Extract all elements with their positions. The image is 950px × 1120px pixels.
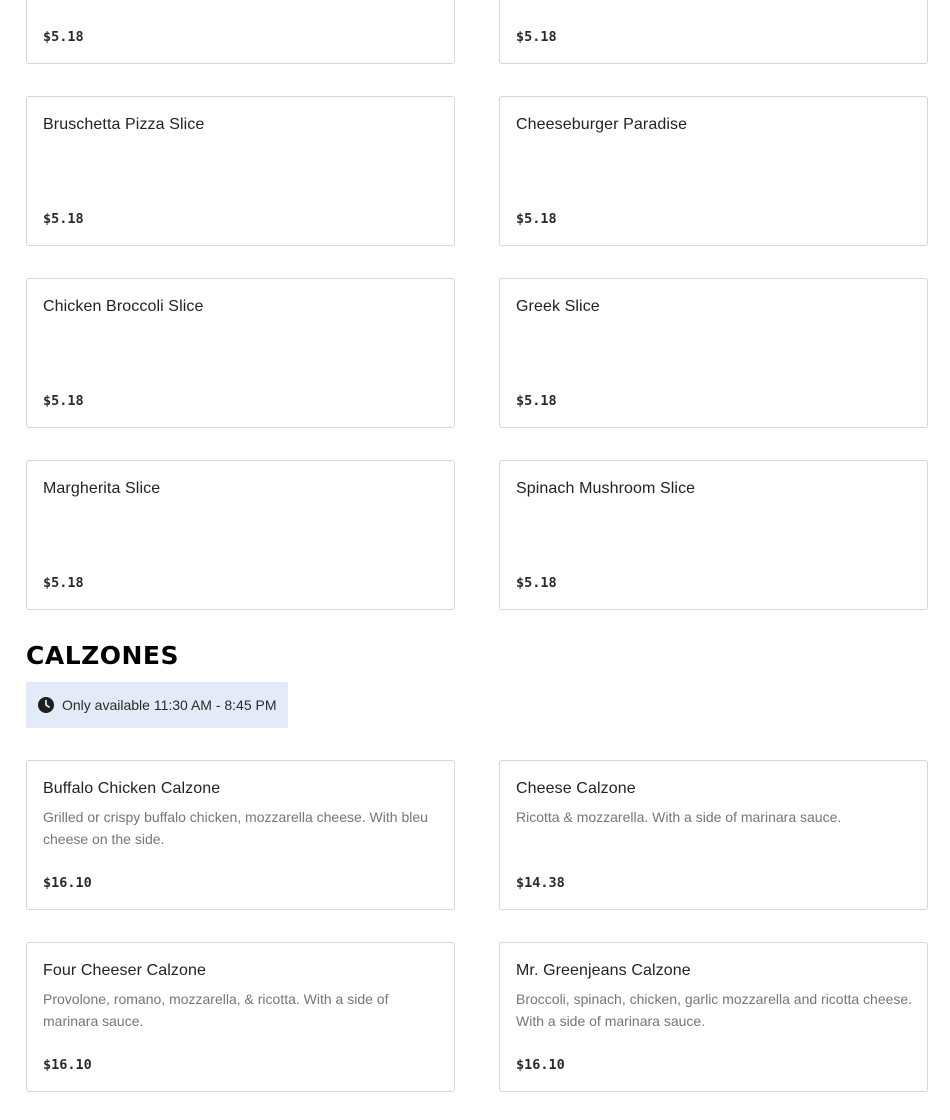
item-name: Buffalo Chicken Calzone: [43, 780, 221, 797]
item-price: $16.10: [516, 1057, 565, 1073]
menu-item-card[interactable]: [499, 0, 928, 64]
item-price: $5.18: [516, 29, 557, 45]
availability-banner: [26, 682, 288, 728]
item-name: Margherita Slice: [43, 480, 161, 497]
item-name: Chicken Broccoli Slice: [43, 298, 204, 315]
item-price: $5.18: [43, 575, 84, 591]
menu-item-card[interactable]: [26, 96, 455, 246]
menu-item-card[interactable]: [499, 96, 928, 246]
item-name: Mr. Greenjeans Calzone: [516, 962, 691, 979]
item-price: $14.38: [516, 875, 565, 891]
item-price: $5.18: [43, 211, 84, 227]
item-price: $5.18: [516, 393, 557, 409]
menu-item-card[interactable]: [26, 942, 455, 1092]
menu-item-card[interactable]: [499, 278, 928, 428]
item-price: $5.18: [43, 393, 84, 409]
clock-icon: [38, 697, 54, 713]
item-name: Four Cheeser Calzone: [43, 962, 206, 979]
item-name: Greek Slice: [516, 298, 600, 315]
item-name: Cheese Calzone: [516, 780, 636, 797]
item-description: Broccoli, spinach, chicken, garlic mozzarella and ricotta cheese. With a side of marinara sauce.: [516, 991, 913, 1029]
menu-item-card[interactable]: [499, 460, 928, 610]
item-price: $16.10: [43, 1057, 92, 1073]
item-description: Ricotta & mozzarella. With a side of marinara sauce.: [516, 809, 842, 825]
item-description: Provolone, romano, mozzarella, & ricotta. With a side of marinara sauce.: [43, 991, 389, 1029]
item-price: $5.18: [43, 29, 84, 45]
menu-item-card[interactable]: [26, 278, 455, 428]
item-description: Grilled or crispy buffalo chicken, mozzarella cheese. With bleu cheese on the side.: [43, 809, 428, 847]
item-price: $5.18: [516, 211, 557, 227]
item-name: Spinach Mushroom Slice: [516, 480, 696, 497]
menu-item-card[interactable]: [499, 942, 928, 1092]
menu-item-card[interactable]: [26, 760, 455, 910]
item-price: $16.10: [43, 875, 92, 891]
section-title-calzones: CALZONES: [26, 641, 180, 670]
availability-text: Only available 11:30 AM - 8:45 PM: [62, 697, 277, 713]
menu-item-card[interactable]: [26, 0, 455, 64]
menu-item-card[interactable]: [26, 460, 455, 610]
item-name: Cheeseburger Paradise: [516, 116, 688, 133]
item-price: $5.18: [516, 575, 557, 591]
item-name: Bruschetta Pizza Slice: [43, 116, 205, 133]
menu-item-card[interactable]: [499, 760, 928, 910]
